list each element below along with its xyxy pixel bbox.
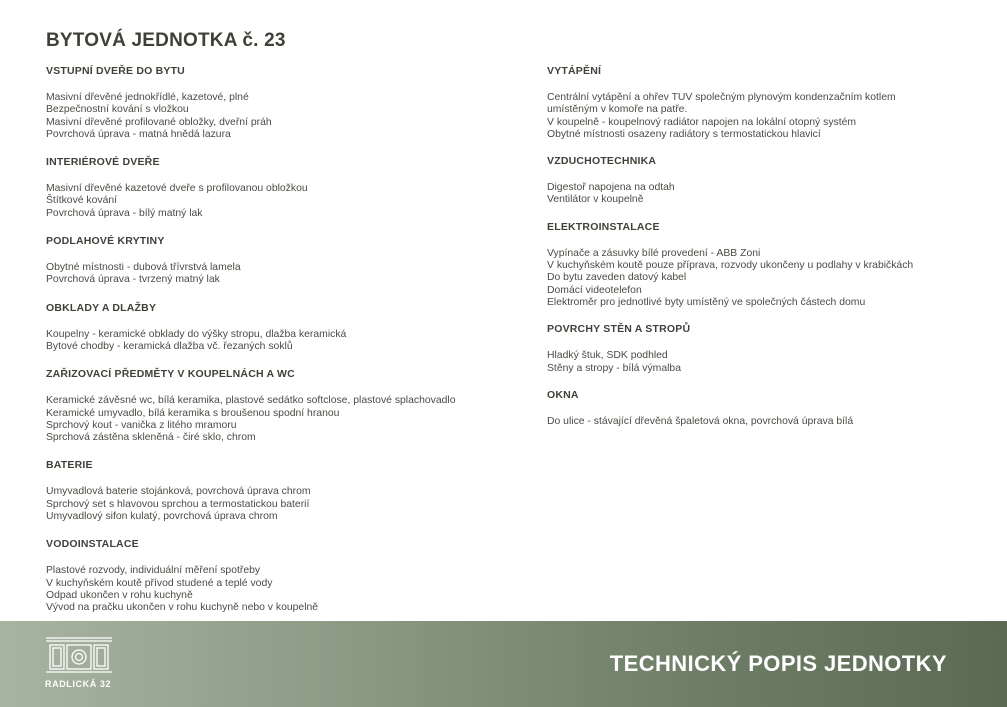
spec-line: Sprchový set s hlavovou sprchou a termostatickou baterií (46, 498, 310, 510)
section-lines (547, 416, 987, 428)
spec-line: V koupelně - koupelnový radiátor napojen na lokální otopný systém (547, 116, 857, 128)
spec-line: umístěným v komoře na patře. (547, 104, 688, 116)
spec-section (46, 301, 486, 354)
spec-section (547, 220, 987, 309)
right-column (547, 64, 987, 441)
spec-section (547, 154, 987, 207)
section-heading: OKNA (547, 388, 579, 401)
spec-line: Ventilátor v koupelně (547, 194, 644, 206)
section-lines (46, 183, 486, 220)
spec-line: Domácí videotelefon (547, 284, 642, 296)
building-facade-icon (45, 635, 113, 675)
spec-line: Obytné místnosti - dubová třívrstvá lamela (46, 262, 241, 274)
spec-line: Keramické závěsné wc, bílá keramika, plastové sedátko softclose, plastové splachovadlo (46, 395, 456, 407)
section-lines (547, 92, 987, 141)
spec-line: Elektroměr pro jednotlivé byty umístěný ve společných částech domu (547, 296, 866, 308)
section-lines (46, 262, 486, 287)
footer-title: TECHNICKÝ POPIS JEDNOTKY (609, 651, 947, 676)
spec-line: Hladký štuk, SDK podhled (547, 350, 668, 362)
left-column (46, 64, 486, 629)
section-heading: INTERIÉROVÉ DVEŘE (46, 156, 160, 169)
spec-line: Digestoř napojena na odtah (547, 182, 675, 194)
section-heading: VZDUCHOTECHNIKA (547, 155, 657, 168)
section-heading: ELEKTROINSTALACE (547, 220, 660, 233)
spec-line: Umyvadlová baterie stojánková, povrchová úprava chrom (46, 486, 311, 498)
section-lines (547, 248, 987, 309)
section-lines (46, 92, 486, 141)
section-heading: OBKLADY A DLAŽBY (46, 301, 157, 314)
spec-section (46, 537, 486, 614)
section-lines (46, 486, 486, 523)
spec-line: Vývod na pračku ukončen v rohu kuchyně nebo v koupelně (46, 602, 319, 614)
spec-section (547, 64, 987, 141)
spec-line: Štítkové kování (46, 195, 118, 207)
section-lines (46, 565, 486, 614)
spec-section (46, 367, 486, 444)
section-heading: PODLAHOVÉ KRYTINY (46, 235, 165, 248)
spec-line: Keramické umyvadlo, bílá keramika s broušenou spodní hranou (46, 407, 340, 419)
section-heading: VSTUPNÍ DVEŘE DO BYTU (46, 65, 185, 77)
spec-line: Vypínače a zásuvky bílé provedení - ABB Zoni (547, 247, 761, 259)
spec-line: V kuchyňském koutě pouze příprava, rozvody ukončeny u podlahy v krabičkách (547, 260, 914, 272)
section-heading: ZAŘIZOVACÍ PŘEDMĚTY V KOUPELNÁCH A WC (46, 368, 295, 381)
footer-banner (0, 621, 1007, 707)
section-heading: POVRCHY STĚN A STROPŮ (547, 323, 691, 336)
spec-line: Plastové rozvody, individuální měření spotřeby (46, 565, 261, 577)
spec-line: Do bytu zaveden datový kabel (547, 272, 687, 284)
spec-line: Masivní dřevěné jednokřídlé, kazetové, plné (46, 92, 249, 103)
spec-line: Koupelny - keramické obklady do výšky stropu, dlažba keramická (46, 328, 347, 340)
spec-section (547, 322, 987, 375)
spec-line: Stěny a stropy - bílá výmalba (547, 362, 681, 374)
spec-line: Sprchová zástěna skleněná - čiré sklo, chrom (46, 432, 256, 444)
spec-line: Obytné místnosti osazeny radiátory s termostatickou hlavicí (547, 128, 821, 140)
spec-section (46, 155, 486, 220)
spec-line: Povrchová úprava - bílý matný lak (46, 207, 203, 219)
logo-text: RADLICKÁ 32 (45, 679, 112, 689)
spec-line: Do ulice - stávající dřevěná špaletová okna, povrchová úprava bílá (547, 415, 854, 427)
section-heading: VODOINSTALACE (46, 538, 139, 551)
spec-line: Masivní dřevěné kazetové dveře s profilovanou obložkou (46, 183, 308, 195)
section-heading: VYTÁPĚNÍ (547, 65, 602, 77)
spec-line: Povrchová úprava - matná hnědá lazura (46, 128, 231, 140)
logo (45, 635, 115, 689)
spec-line: Masivní dřevěné profilované obložky, dveřní práh (46, 116, 272, 128)
spec-line: Bytové chodby - keramická dlažba vč. řezaných soklů (46, 340, 293, 352)
spec-line: Sprchový kout - vanička z litého mramoru (46, 419, 237, 431)
spec-section (46, 458, 486, 523)
section-heading: BATERIE (46, 459, 93, 472)
page-title: BYTOVÁ JEDNOTKA č. 23 (46, 30, 286, 51)
section-lines (547, 350, 987, 375)
section-lines (46, 395, 486, 444)
section-lines (46, 329, 486, 354)
section-lines (547, 182, 987, 207)
spec-line: Bezpečnostní kování s vložkou (46, 104, 189, 116)
spec-line: Povrchová úprava - tvrzený matný lak (46, 274, 220, 286)
spec-section (46, 234, 486, 287)
spec-line: V kuchyňském koutě přívod studené a teplé vody (46, 577, 273, 589)
spec-line: Umyvadlový sifon kulatý, povrchová úprava chrom (46, 511, 278, 523)
spec-line: Odpad ukončen v rohu kuchyně (46, 589, 193, 601)
spec-section (547, 388, 987, 428)
spec-section (46, 64, 486, 141)
spec-line: Centrální vytápění a ohřev TUV společným plynovým kondenzačním kotlem (547, 92, 896, 103)
